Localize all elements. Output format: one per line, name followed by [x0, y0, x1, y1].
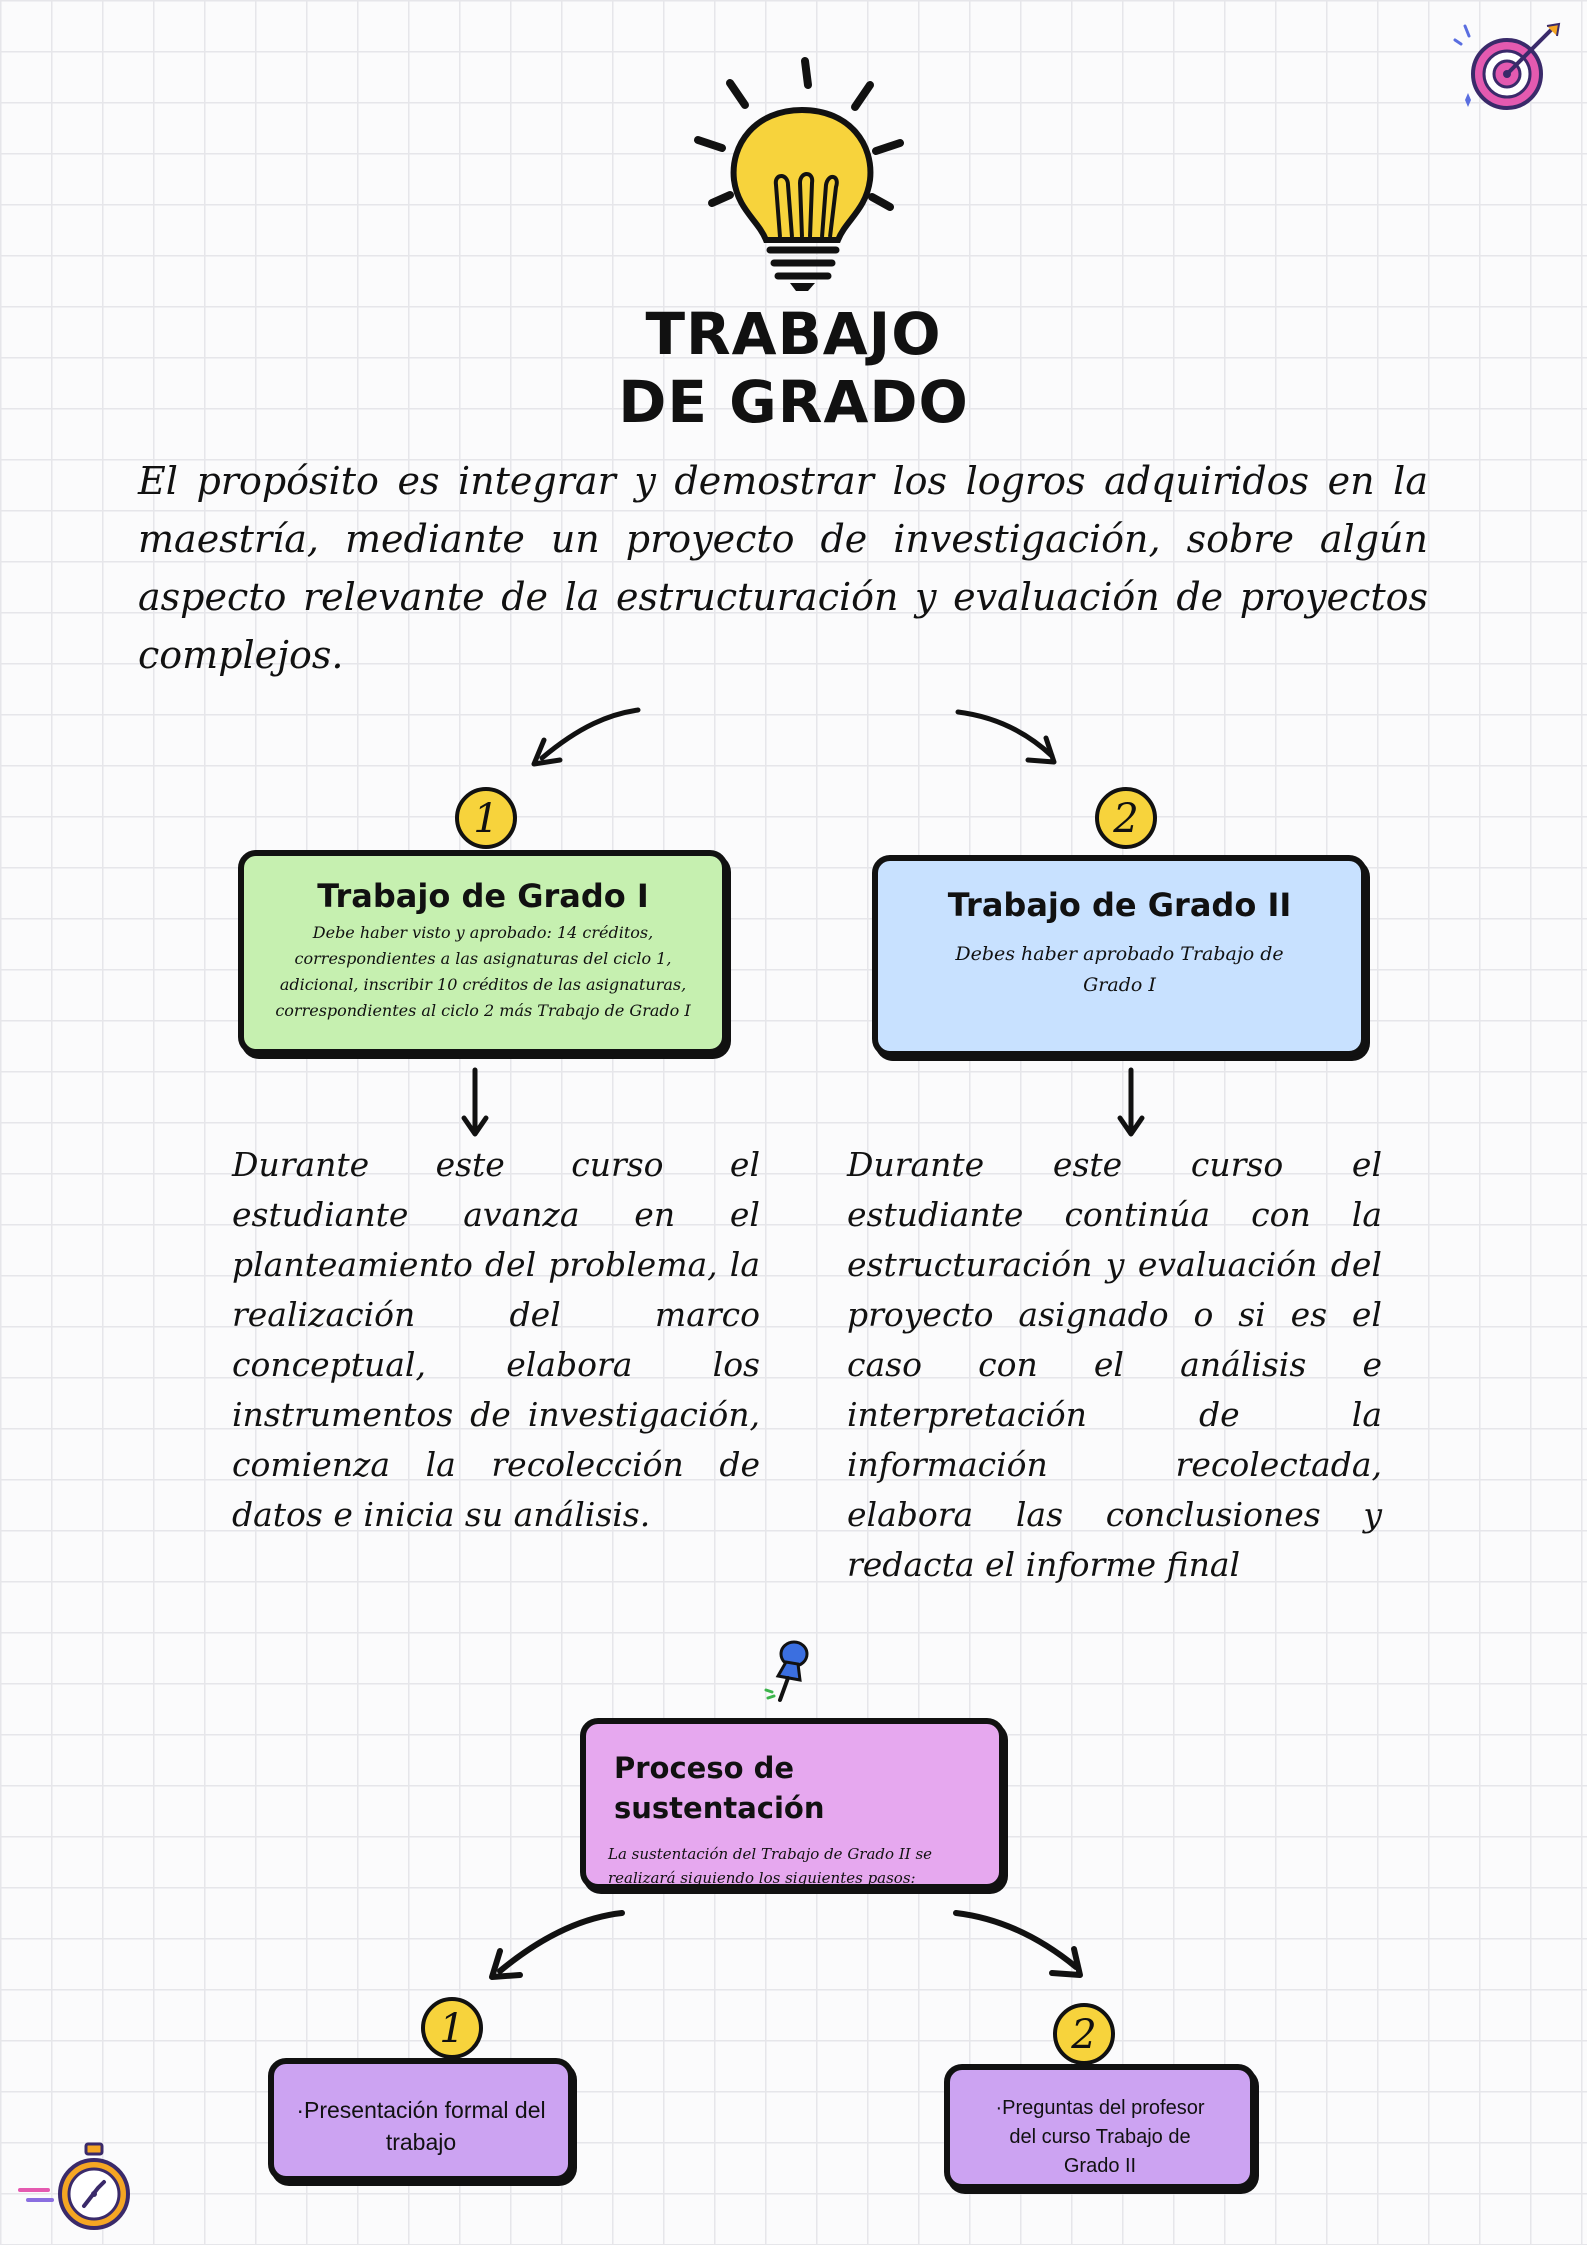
- course-1-card: [238, 850, 728, 1055]
- arrow-down-icon: [1116, 1068, 1146, 1138]
- arrow-down-icon: [460, 1068, 490, 1138]
- sustentacion-card: [580, 1718, 1005, 1890]
- course-2-card: [872, 855, 1367, 1057]
- step-badge-2: 2: [1053, 2003, 1115, 2065]
- pushpin-icon: [764, 1636, 814, 1706]
- step-2-label: ·Preguntas del profesor del curso Trabajo de Grado II: [995, 2097, 1205, 2177]
- title-line-2: DE GRADO: [618, 368, 969, 436]
- title-line-1: TRABAJO: [645, 300, 942, 368]
- course-1-description: Durante este curso el estudiante avanza en el planteamiento del problema, la realización del marco conceptual, elabora los instrumentos de investigación, comienza la recolección de datos e inicia su análisis.: [232, 1145, 760, 1534]
- step-1-label: ·Presentación formal del trabajo: [296, 2097, 546, 2155]
- course-1-requirement: Debe haber visto y aprobado: 14 créditos, correspondientes a las asignaturas del ciclo 1, adicional, inscribir 10 créditos de las asignaturas, correspondientes al ciclo 2 más Trabajo de Grado I: [275, 923, 691, 1020]
- lightbulb-icon: [690, 55, 900, 295]
- intro-paragraph: El propósito es integrar y demostrar los logros adquiridos en la maestría, mediante un proyecto de investigación, sobre algún aspecto relevante de la estructuración y evaluación de proyectos complejos.: [138, 459, 1428, 677]
- step-badge-1: 1: [421, 1997, 483, 2059]
- sustentacion-text: La sustentación del Trabajo de Grado II se realizará siguiendo los siguientes pasos:: [608, 1845, 933, 1887]
- step-2-card: [944, 2064, 1256, 2190]
- stopwatch-icon: [18, 2140, 138, 2240]
- target-icon: [1455, 22, 1565, 122]
- course-1-title: Trabajo de Grado I: [317, 877, 649, 915]
- course-2-title: Trabajo de Grado II: [947, 886, 1292, 924]
- step-badge-2: 2: [1095, 787, 1157, 849]
- sustentacion-title: Proceso de sustentación: [614, 1751, 825, 1825]
- arrow-left-icon: [486, 1905, 626, 1985]
- arrow-right-icon: [950, 1905, 1090, 1985]
- arrow-right-icon: [950, 700, 1070, 770]
- course-2-description: Durante este curso el estudiante continúa con la estructuración y evaluación del proyecto asignado o si es el caso con el análisis e interpretación de la información recolectada, elabora las conclusiones y redacta el informe final: [847, 1145, 1382, 1584]
- page-title: [0, 300, 1587, 436]
- arrow-left-icon: [530, 700, 650, 770]
- step-badge-1: 1: [455, 787, 517, 849]
- step-1-card: [268, 2058, 574, 2182]
- course-2-requirement: Debes haber aprobado Trabajo de Grado I: [955, 943, 1284, 996]
